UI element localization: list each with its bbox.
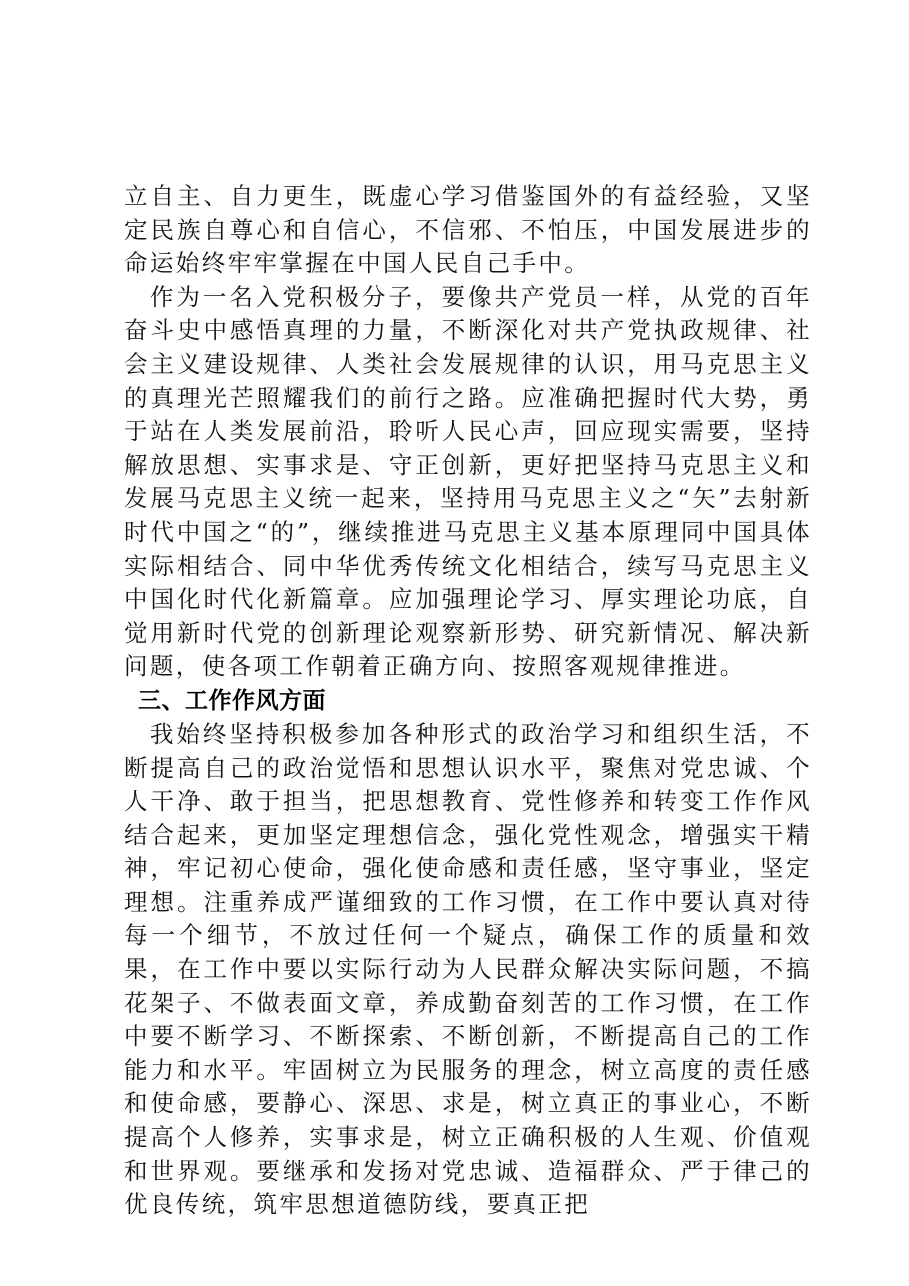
section-heading-work-style: 三、工作作风方面	[138, 687, 326, 714]
paragraph-work-style: 我始终坚持积极参加各种形式的政治学习和组织生活，不断提高自己的政治觉悟和思想认识水平，聚焦对党忠诚、个人干净、敢于担当，把思想教育、党性修养和转变工作作风结合起来，更加坚定理想信念，强化党性观念，增强实干精神，牢记初心使命，强化使命感和责任感，坚守事业，坚定理想。注重养成严谨细致的工作习惯，在工作中要认真对待每一个细节，不放过任何一个疑点，确保工作的质量和效果，在工作中要以实际行动为人民群众解决实际问题，不搞花架子、不做表面文章，养成勤奋刻苦的工作习惯，在工作中要不断学习、不断探索、不断创新，不断提高自己的工作能力和水平。牢固树立为民服务的理念，树立高度的责任感和使命感，要静心、深思、求是，树立真正的事业心，不断提高个人修养，实事求是，树立正确积极的人生观、价值观和世界观。要继承和发扬对党忠诚、造福群众、严于律己的优良传统，筑牢思想道德防线，要真正把	[124, 719, 812, 1219]
document-body	[124, 180, 812, 1222]
paragraph-continuation: 立自主、自力更生，既虚心学习借鉴国外的有益经验，又坚定民族自尊心和自信心，不信邪、不怕压，中国发展进步的命运始终牢牢掌握在中国人民自己手中。	[124, 182, 812, 278]
paragraph-activist-study: 作为一名入党积极分子，要像共产党员一样，从党的百年奋斗史中感悟真理的力量，不断深化对共产党执政规律、社会主义建设规律、人类社会发展规律的认识，用马克思主义的真理光芒照耀我们的前行之路。应准确把握时代大势，勇于站在人类发展前沿，聆听人民心声，回应现实需要，坚持解放思想、实事求是、守正创新，更好把坚持马克思主义和发展马克思主义统一起来，坚持用马克思主义之“矢”去射新时代中国之“的”，继续推进马克思主义基本原理同中国具体实际相结合、同中华优秀传统文化相结合，续写马克思主义中国化时代化新篇章。应加强理论学习、厚实理论功底，自觉用新时代党的创新理论观察新形势、研究新情况、解决新问题，使各项工作朝着正确方向、按照客观规律推进。	[124, 282, 812, 681]
